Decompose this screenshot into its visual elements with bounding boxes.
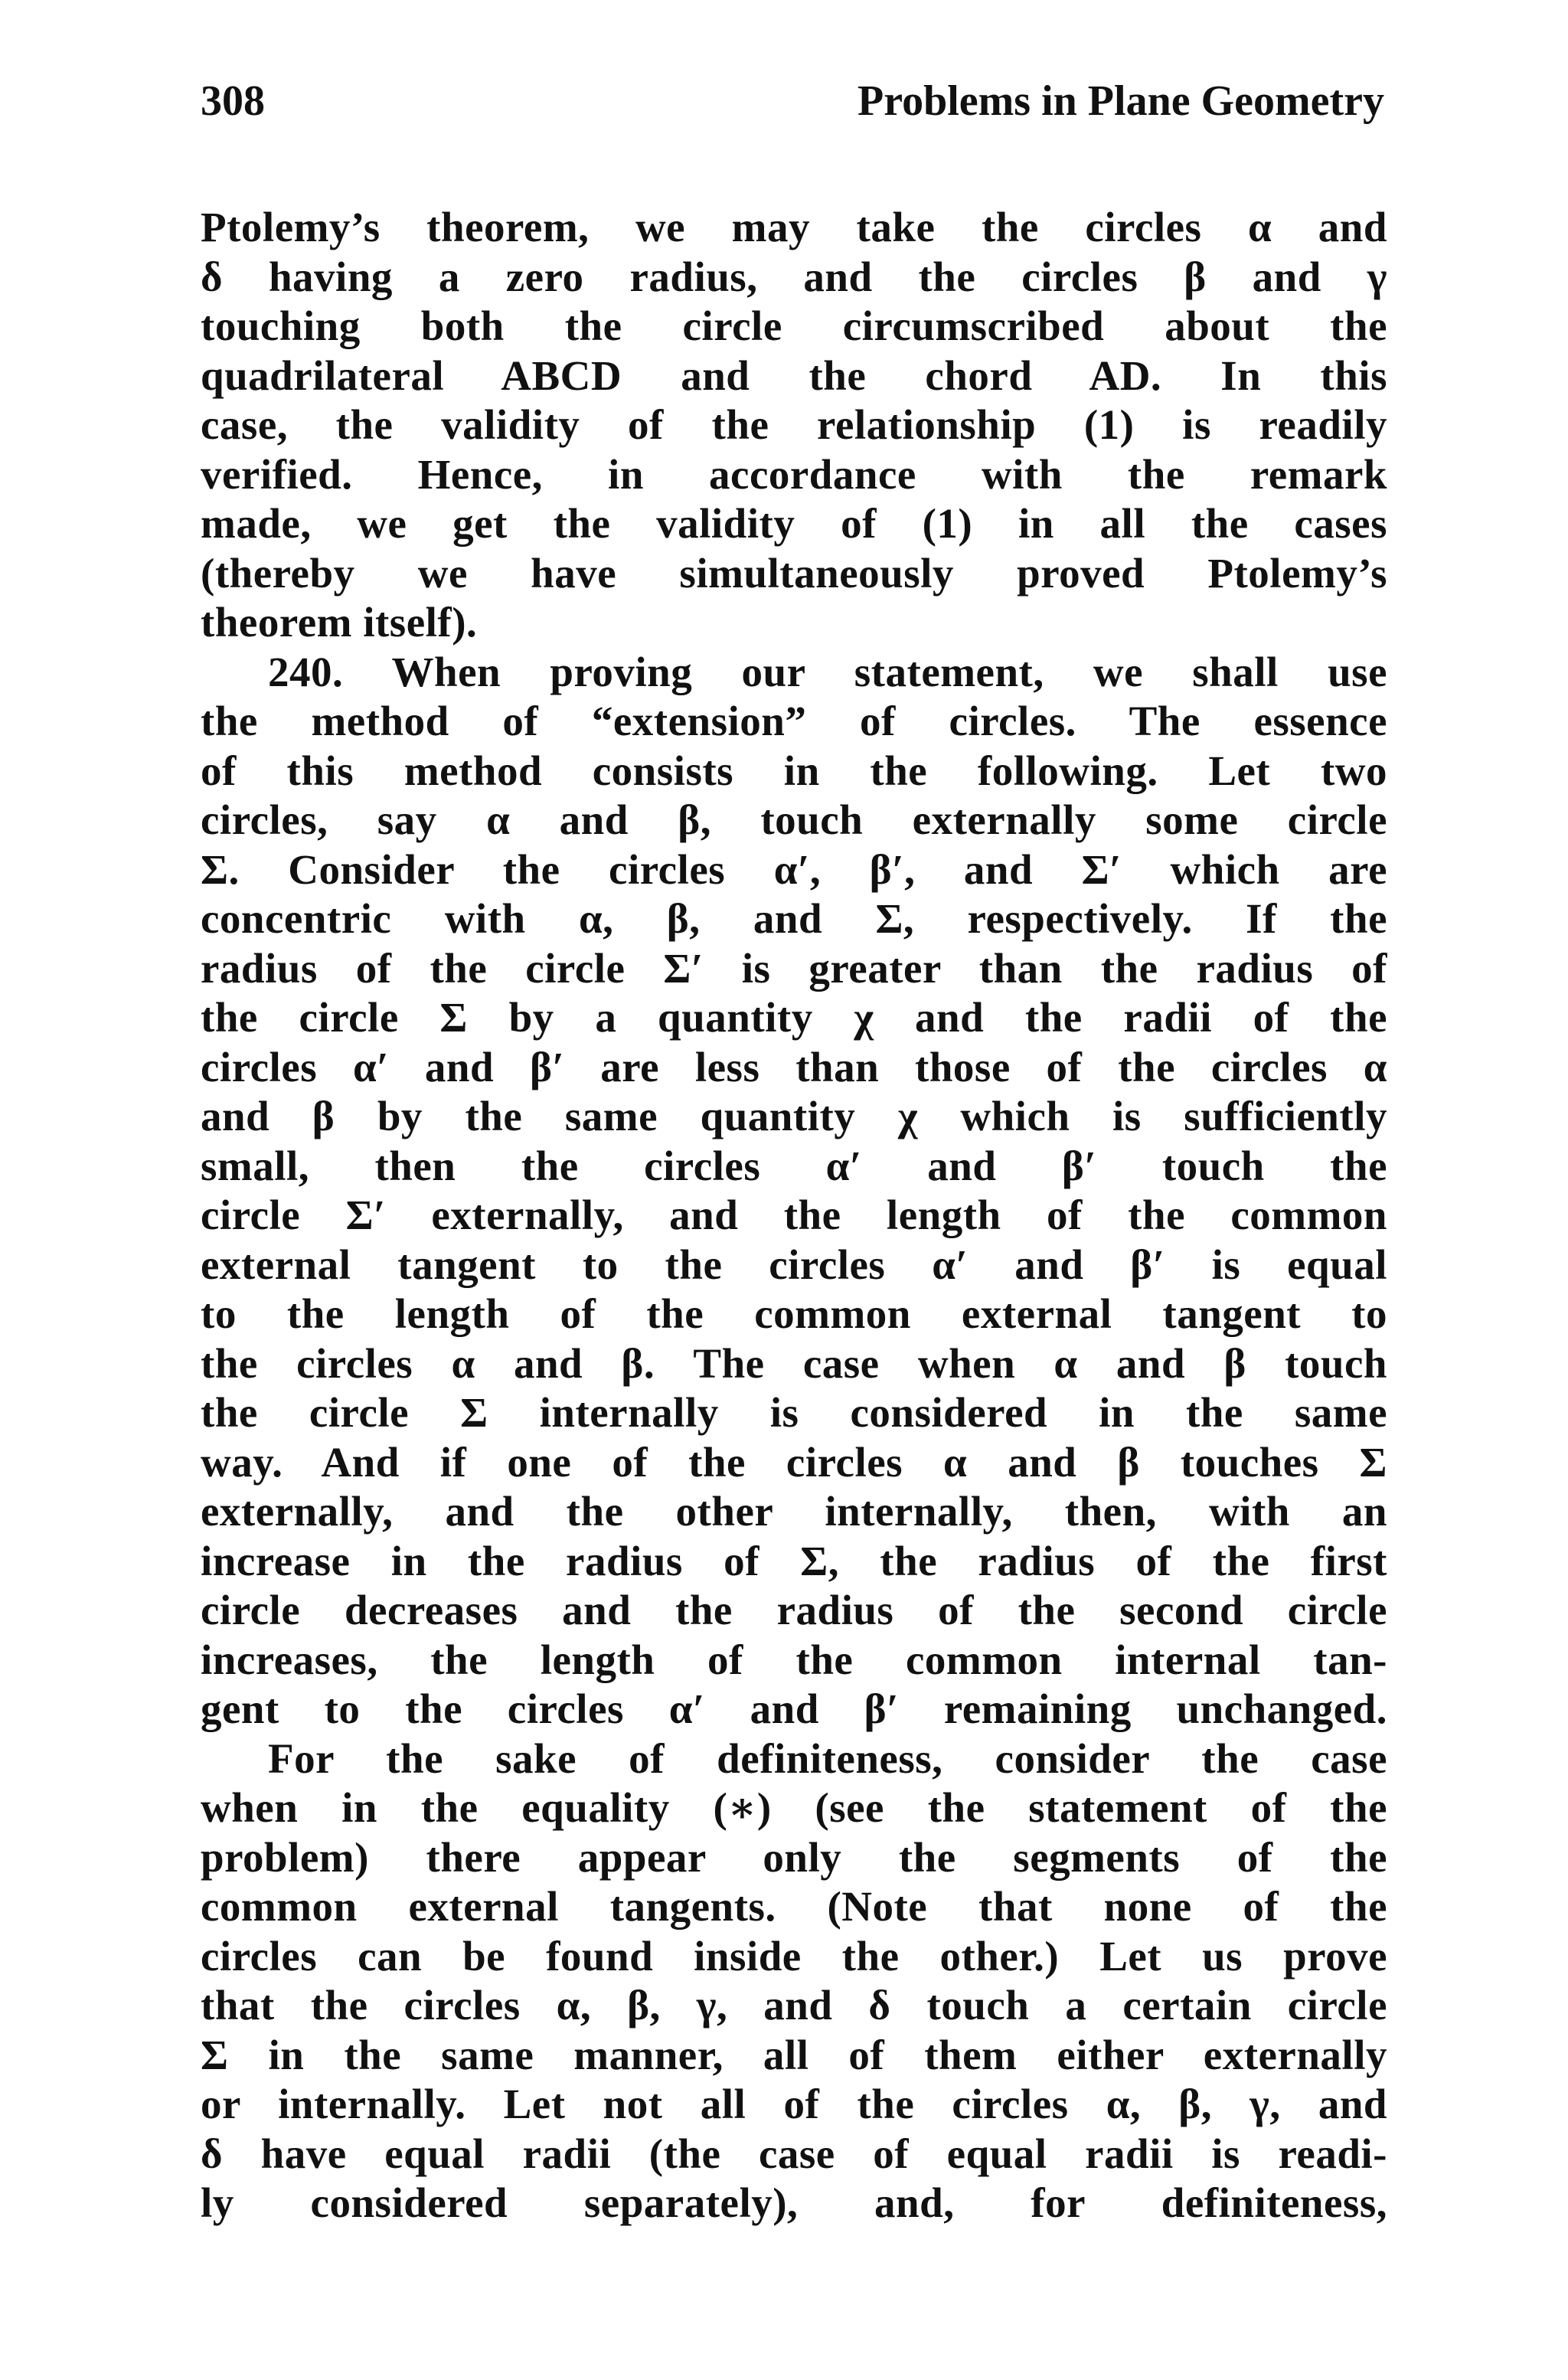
text-line: problem) there appear only the segments of the xyxy=(201,1833,1387,1881)
text-line: the circle Σ by a quantity χ and the radii of the xyxy=(201,994,1387,1041)
text-line: circles, say α and β, touch externally some circle xyxy=(201,796,1387,843)
text-line: that the circles α, β, γ, and δ touch a certain circle xyxy=(201,1982,1387,2029)
page-header xyxy=(201,70,1384,132)
text-line: quadrilateral ABCD and the chord AD. In this xyxy=(201,351,1387,399)
text-line: touching both the circle circumscribed about the xyxy=(201,302,1387,349)
text-line: circles α′ and β′ are less than those of the circles α xyxy=(201,1043,1387,1090)
body-text xyxy=(201,203,1387,2228)
text-line: of this method consists in the following. Let two xyxy=(201,747,1387,794)
running-title: Problems in Plane Geometry xyxy=(858,77,1384,125)
text-line: made, we get the validity of (1) in all the cases xyxy=(201,500,1387,547)
text-line: δ having a zero radius, and the circles β and γ xyxy=(201,253,1387,300)
text-line: common external tangents. (Note that none of the xyxy=(201,1883,1387,1930)
text-line: theorem itself). xyxy=(201,599,478,646)
text-line: the method of “extension” of circles. The essence xyxy=(201,698,1387,744)
text-line: when in the equality (∗) (see the statement of the xyxy=(201,1784,1387,1831)
text-line: to the length of the common external tangent to xyxy=(201,1290,1387,1337)
text-line: δ have equal radii (the case of equal radii is readi- xyxy=(201,2130,1387,2177)
text-line: For the sake of definiteness, consider the case xyxy=(268,1734,1387,1782)
text-line: and β by the same quantity χ which is sufficiently xyxy=(201,1093,1387,1139)
text-line: the circles α and β. The case when α and β touch xyxy=(201,1339,1387,1387)
text-line: the circle Σ internally is considered in the same xyxy=(201,1389,1387,1436)
text-line: gent to the circles α′ and β′ remaining unchanged. xyxy=(201,1685,1387,1732)
text-line: verified. Hence, in accordance with the remark xyxy=(201,450,1387,498)
text-line: ly considered separately), and, for definiteness, xyxy=(201,2179,1387,2226)
text-line: case, the validity of the relationship (1) is readily xyxy=(201,401,1387,448)
text-line: Σ. Consider the circles α′, β′, and Σ′ which are xyxy=(201,845,1387,893)
text-line: circle decreases and the radius of the second circle xyxy=(201,1587,1387,1633)
text-line: small, then the circles α′ and β′ touch the xyxy=(201,1142,1387,1189)
text-line: increases, the length of the common internal tan- xyxy=(201,1636,1387,1683)
text-line: or internally. Let not all of the circles α, β, γ, and xyxy=(201,2081,1387,2127)
text-line: increase in the radius of Σ, the radius of the first xyxy=(201,1537,1387,1584)
text-line: circles can be found inside the other.) Let us prove xyxy=(201,1932,1387,1980)
text-line: 240. When proving our statement, we shall use xyxy=(268,648,1387,695)
text-line: Σ in the same manner, all of them either externally xyxy=(201,2031,1387,2078)
text-line: externally, and the other internally, then, with an xyxy=(201,1488,1387,1535)
text-line: external tangent to the circles α′ and β′ is equal xyxy=(201,1241,1387,1288)
text-line: way. And if one of the circles α and β touches Σ xyxy=(201,1438,1387,1486)
text-line: concentric with α, β, and Σ, respectively. If the xyxy=(201,895,1387,942)
text-line: circle Σ′ externally, and the length of the common xyxy=(201,1192,1387,1238)
page-number: 308 xyxy=(201,77,265,125)
text-line: radius of the circle Σ′ is greater than the radius of xyxy=(201,944,1387,992)
text-line: Ptolemy’s theorem, we may take the circles α and xyxy=(201,204,1387,250)
text-line: (thereby we have simultaneously proved Ptolemy’s xyxy=(201,549,1387,597)
